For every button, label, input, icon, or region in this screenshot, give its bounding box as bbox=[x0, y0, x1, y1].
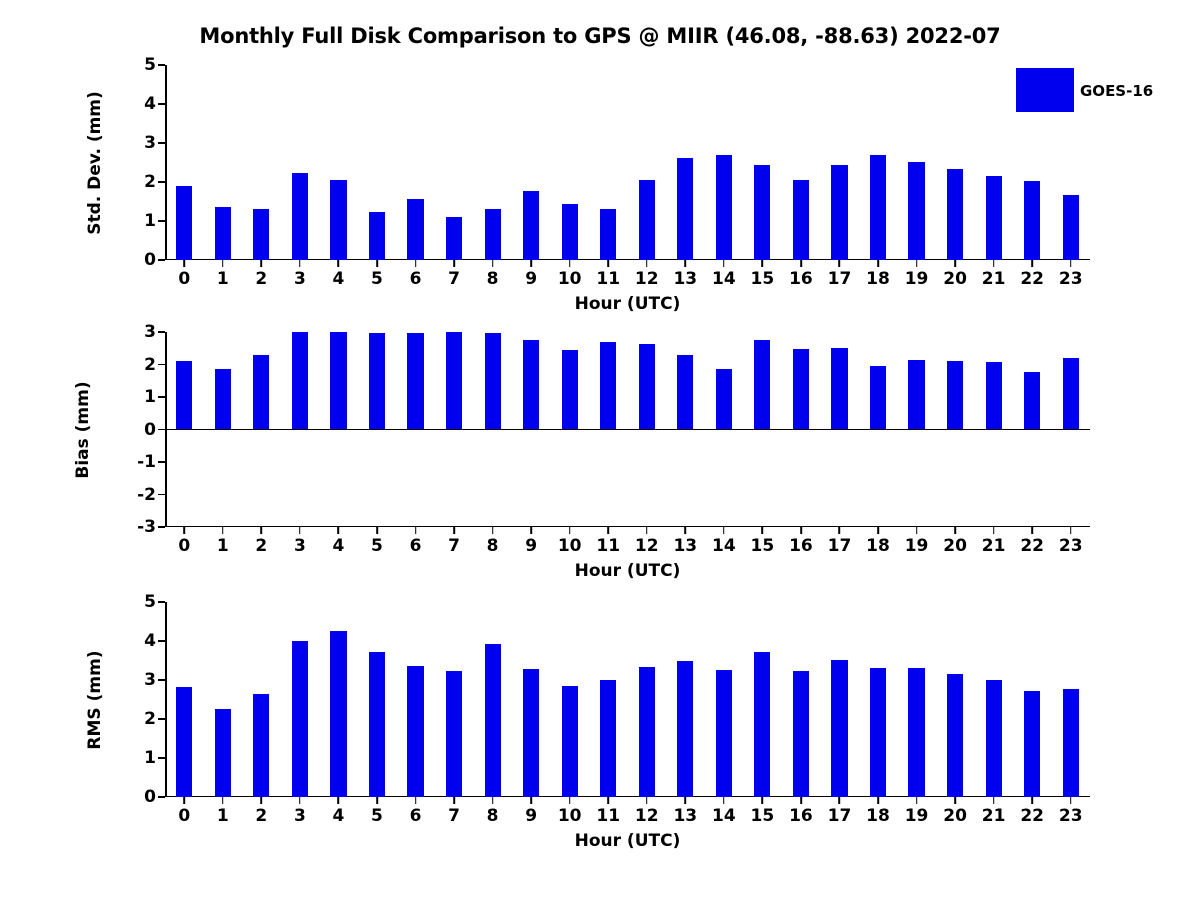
bar bbox=[831, 165, 847, 260]
x-tick-label: 17 bbox=[827, 806, 852, 826]
y-tick-label: 5 bbox=[144, 55, 156, 75]
x-tick-label: 15 bbox=[750, 536, 775, 556]
x-tick-mark bbox=[839, 527, 841, 534]
y-tick-mark bbox=[158, 181, 165, 183]
x-tick-mark bbox=[954, 797, 956, 804]
bar bbox=[253, 694, 269, 797]
bar bbox=[446, 671, 462, 797]
x-tick-mark bbox=[877, 527, 879, 534]
bar bbox=[215, 207, 231, 260]
y-tick-mark bbox=[158, 601, 165, 603]
x-tick-label: 18 bbox=[866, 806, 890, 826]
bar bbox=[1024, 181, 1040, 260]
bar bbox=[677, 355, 693, 429]
bar bbox=[176, 186, 192, 260]
y-tick-label: 0 bbox=[144, 250, 156, 270]
bar bbox=[1063, 195, 1079, 260]
y-tick-label: 2 bbox=[144, 709, 156, 729]
x-tick-label: 4 bbox=[332, 269, 345, 289]
bar bbox=[292, 173, 308, 260]
x-tick-mark bbox=[222, 527, 224, 534]
x-tick-label: 0 bbox=[178, 806, 191, 826]
x-tick-label: 0 bbox=[178, 269, 191, 289]
x-tick-mark bbox=[762, 797, 764, 804]
bar bbox=[600, 342, 616, 429]
bar bbox=[446, 332, 462, 430]
x-tick-mark bbox=[222, 260, 224, 267]
x-tick-mark bbox=[338, 527, 340, 534]
y-tick-label: 3 bbox=[144, 670, 156, 690]
x-tick-mark bbox=[646, 797, 648, 804]
bar bbox=[523, 340, 539, 430]
x-tick-label: 5 bbox=[371, 806, 383, 826]
bar bbox=[523, 191, 539, 260]
panel-rms bbox=[85, 592, 1090, 851]
x-tick-label: 21 bbox=[981, 806, 1006, 826]
y-tick-label: 0 bbox=[144, 419, 156, 440]
x-tick-label: 13 bbox=[673, 536, 698, 556]
x-tick-label: 18 bbox=[866, 536, 890, 556]
x-tick-mark bbox=[1031, 260, 1033, 267]
x-tick-mark bbox=[569, 527, 571, 534]
bar bbox=[1024, 691, 1040, 797]
y-tick-label: 2 bbox=[144, 172, 156, 192]
bar bbox=[639, 667, 655, 797]
x-tick-mark bbox=[338, 260, 340, 267]
x-tick-label: 19 bbox=[904, 806, 929, 826]
y-tick-mark bbox=[158, 494, 165, 496]
bar bbox=[330, 180, 346, 260]
y-axis-label-rms: RMS (mm) bbox=[85, 649, 105, 750]
bar bbox=[870, 366, 886, 430]
bar bbox=[716, 155, 732, 260]
x-tick-mark bbox=[530, 797, 532, 804]
x-tick-mark bbox=[646, 260, 648, 267]
x-tick-mark bbox=[993, 527, 995, 534]
y-tick-mark bbox=[158, 461, 165, 463]
x-tick-mark bbox=[916, 797, 918, 804]
x-tick-label: 3 bbox=[293, 536, 306, 556]
x-tick-label: 9 bbox=[525, 536, 538, 556]
x-tick-mark bbox=[183, 797, 185, 804]
x-tick-label: 22 bbox=[1020, 806, 1045, 826]
zero-baseline bbox=[165, 429, 1090, 431]
bar bbox=[793, 180, 809, 260]
x-tick-label: 11 bbox=[596, 269, 621, 289]
x-tick-label: 19 bbox=[904, 269, 929, 289]
x-tick-mark bbox=[1070, 260, 1072, 267]
bar bbox=[947, 361, 963, 430]
x-tick-mark bbox=[993, 797, 995, 804]
x-tick-mark bbox=[646, 527, 648, 534]
x-tick-label: 10 bbox=[557, 536, 582, 556]
x-tick-mark bbox=[530, 527, 532, 534]
x-tick-label: 0 bbox=[178, 536, 191, 556]
bar bbox=[485, 333, 501, 430]
x-tick-label: 23 bbox=[1058, 536, 1083, 556]
y-tick-mark bbox=[158, 640, 165, 642]
x-tick-label: 4 bbox=[332, 806, 345, 826]
bar bbox=[407, 199, 423, 260]
x-tick-mark bbox=[1070, 527, 1072, 534]
bars-rms bbox=[165, 602, 1090, 797]
y-tick-mark bbox=[158, 331, 165, 333]
bar bbox=[870, 155, 886, 260]
x-tick-mark bbox=[1070, 797, 1072, 804]
bar bbox=[754, 165, 770, 260]
x-tick-mark bbox=[261, 260, 263, 267]
bar bbox=[793, 671, 809, 797]
bar bbox=[639, 180, 655, 260]
x-tick-mark bbox=[376, 527, 378, 534]
x-tick-mark bbox=[916, 527, 918, 534]
x-tick-label: 14 bbox=[712, 269, 736, 289]
panel-bias bbox=[73, 322, 1090, 581]
bar bbox=[369, 212, 385, 260]
x-tick-label: 18 bbox=[866, 269, 890, 289]
x-tick-mark bbox=[299, 797, 301, 804]
bar bbox=[176, 361, 192, 429]
x-tick-label: 8 bbox=[486, 806, 499, 826]
x-axis-label-rms: Hour (UTC) bbox=[574, 831, 681, 851]
bar bbox=[330, 631, 346, 797]
y-tick-mark bbox=[158, 259, 165, 261]
x-tick-label: 7 bbox=[448, 269, 460, 289]
bar bbox=[446, 217, 462, 260]
bar bbox=[292, 332, 308, 430]
x-tick-mark bbox=[607, 527, 609, 534]
x-tick-label: 20 bbox=[943, 536, 967, 556]
x-tick-mark bbox=[569, 797, 571, 804]
x-tick-label: 8 bbox=[486, 269, 499, 289]
x-tick-mark bbox=[415, 527, 417, 534]
x-tick-label: 6 bbox=[409, 269, 422, 289]
bar bbox=[986, 176, 1002, 260]
y-tick-label: 4 bbox=[144, 94, 156, 114]
y-tick-label: -3 bbox=[137, 517, 156, 537]
bar bbox=[600, 209, 616, 260]
bars-std-dev bbox=[165, 65, 1090, 260]
x-axis-label-bias: Hour (UTC) bbox=[574, 561, 681, 581]
x-tick-label: 8 bbox=[486, 536, 499, 556]
x-tick-label: 6 bbox=[409, 536, 422, 556]
x-tick-label: 9 bbox=[525, 269, 538, 289]
y-tick-mark bbox=[158, 220, 165, 222]
x-tick-mark bbox=[183, 527, 185, 534]
bar bbox=[947, 169, 963, 260]
bar bbox=[908, 162, 924, 260]
x-tick-label: 3 bbox=[293, 269, 306, 289]
x-tick-label: 2 bbox=[255, 536, 268, 556]
x-tick-label: 15 bbox=[750, 806, 775, 826]
x-tick-mark bbox=[453, 797, 455, 804]
x-tick-mark bbox=[453, 527, 455, 534]
x-tick-label: 1 bbox=[216, 536, 229, 556]
legend-swatch-goes16 bbox=[1016, 68, 1074, 112]
bar bbox=[831, 348, 847, 430]
x-tick-mark bbox=[685, 527, 687, 534]
y-tick-label: 3 bbox=[144, 133, 156, 153]
x-tick-label: 3 bbox=[293, 806, 306, 826]
y-tick-mark bbox=[158, 364, 165, 366]
bar bbox=[908, 668, 924, 797]
x-tick-label: 16 bbox=[789, 536, 813, 556]
bar bbox=[793, 349, 809, 430]
x-tick-label: 2 bbox=[255, 269, 268, 289]
x-tick-mark bbox=[685, 260, 687, 267]
x-tick-mark bbox=[723, 260, 725, 267]
x-tick-mark bbox=[954, 260, 956, 267]
bar bbox=[369, 652, 385, 797]
x-tick-label: 11 bbox=[596, 536, 621, 556]
bar bbox=[986, 680, 1002, 797]
x-tick-label: 23 bbox=[1058, 269, 1083, 289]
x-tick-mark bbox=[800, 527, 802, 534]
x-tick-mark bbox=[762, 527, 764, 534]
x-tick-mark bbox=[299, 527, 301, 534]
bar bbox=[485, 209, 501, 260]
y-tick-label: 3 bbox=[144, 322, 156, 342]
x-tick-mark bbox=[685, 797, 687, 804]
x-tick-mark bbox=[800, 260, 802, 267]
x-tick-mark bbox=[492, 527, 494, 534]
y-axis-label-bias: Bias (mm) bbox=[73, 380, 93, 479]
bar bbox=[677, 158, 693, 260]
x-tick-label: 23 bbox=[1058, 806, 1083, 826]
x-tick-label: 4 bbox=[332, 536, 345, 556]
y-tick-label: 1 bbox=[144, 748, 156, 768]
x-tick-label: 7 bbox=[448, 806, 460, 826]
y-tick-mark bbox=[158, 757, 165, 759]
bar bbox=[831, 660, 847, 797]
x-tick-label: 22 bbox=[1020, 536, 1045, 556]
x-tick-label: 10 bbox=[557, 806, 582, 826]
x-tick-label: 12 bbox=[634, 536, 659, 556]
x-tick-mark bbox=[492, 260, 494, 267]
bar bbox=[523, 669, 539, 797]
panel-std-dev bbox=[85, 55, 1090, 314]
bar bbox=[562, 204, 578, 260]
y-tick-label: 4 bbox=[144, 631, 156, 651]
y-tick-label: -1 bbox=[137, 452, 156, 472]
x-tick-mark bbox=[530, 260, 532, 267]
bar bbox=[292, 641, 308, 797]
x-tick-label: 17 bbox=[827, 269, 852, 289]
x-tick-label: 20 bbox=[943, 806, 967, 826]
x-tick-mark bbox=[376, 797, 378, 804]
x-tick-label: 21 bbox=[981, 269, 1006, 289]
x-tick-mark bbox=[839, 260, 841, 267]
bar bbox=[562, 686, 578, 797]
x-tick-label: 20 bbox=[943, 269, 967, 289]
y-tick-label: 1 bbox=[144, 211, 156, 231]
x-tick-mark bbox=[569, 260, 571, 267]
bar bbox=[1063, 689, 1079, 797]
x-tick-mark bbox=[261, 527, 263, 534]
x-tick-mark bbox=[839, 797, 841, 804]
x-tick-mark bbox=[916, 260, 918, 267]
x-tick-label: 9 bbox=[525, 806, 538, 826]
bar bbox=[754, 340, 770, 429]
x-tick-label: 17 bbox=[827, 536, 852, 556]
x-tick-mark bbox=[762, 260, 764, 267]
x-tick-mark bbox=[492, 797, 494, 804]
page-title: Monthly Full Disk Comparison to GPS @ MIIR (46.08, -88.63) 2022-07 bbox=[199, 24, 1001, 48]
x-tick-label: 10 bbox=[557, 269, 582, 289]
bar bbox=[677, 661, 693, 798]
x-tick-label: 16 bbox=[789, 806, 813, 826]
x-tick-mark bbox=[723, 527, 725, 534]
x-tick-mark bbox=[338, 797, 340, 804]
x-tick-label: 12 bbox=[634, 269, 659, 289]
bar bbox=[1063, 358, 1079, 430]
x-tick-mark bbox=[453, 260, 455, 267]
x-tick-mark bbox=[1031, 527, 1033, 534]
y-tick-mark bbox=[158, 429, 165, 431]
bar bbox=[215, 709, 231, 797]
bar bbox=[407, 333, 423, 429]
bar bbox=[600, 680, 616, 797]
x-tick-mark bbox=[954, 527, 956, 534]
y-tick-mark bbox=[158, 526, 165, 528]
x-tick-mark bbox=[800, 797, 802, 804]
x-tick-label: 2 bbox=[255, 806, 268, 826]
x-tick-mark bbox=[877, 797, 879, 804]
bar bbox=[176, 687, 192, 797]
y-tick-mark bbox=[158, 796, 165, 798]
bar bbox=[562, 350, 578, 430]
x-tick-mark bbox=[877, 260, 879, 267]
x-tick-label: 14 bbox=[712, 536, 736, 556]
x-tick-mark bbox=[376, 260, 378, 267]
y-tick-label: 5 bbox=[144, 592, 156, 612]
bar bbox=[716, 670, 732, 797]
x-tick-label: 14 bbox=[712, 806, 736, 826]
y-tick-label: 1 bbox=[144, 387, 156, 407]
y-tick-label: 2 bbox=[144, 354, 156, 375]
x-tick-label: 13 bbox=[673, 806, 698, 826]
bar bbox=[215, 369, 231, 430]
x-tick-label: 13 bbox=[673, 269, 698, 289]
x-tick-mark bbox=[261, 797, 263, 804]
y-tick-mark bbox=[158, 718, 165, 720]
x-tick-mark bbox=[607, 797, 609, 804]
bar bbox=[253, 355, 269, 430]
bar bbox=[754, 652, 770, 797]
y-tick-mark bbox=[158, 396, 165, 398]
x-tick-label: 11 bbox=[596, 806, 621, 826]
y-tick-mark bbox=[158, 64, 165, 66]
x-axis-label-std-dev: Hour (UTC) bbox=[574, 294, 681, 314]
bar bbox=[947, 674, 963, 797]
bar bbox=[870, 668, 886, 797]
x-tick-mark bbox=[993, 260, 995, 267]
y-tick-mark bbox=[158, 103, 165, 105]
y-tick-mark bbox=[158, 679, 165, 681]
x-tick-mark bbox=[415, 260, 417, 267]
x-tick-label: 12 bbox=[634, 806, 659, 826]
x-tick-label: 5 bbox=[371, 269, 383, 289]
bar bbox=[639, 344, 655, 429]
bar bbox=[407, 666, 423, 797]
bar bbox=[986, 362, 1002, 430]
x-tick-label: 21 bbox=[981, 536, 1006, 556]
x-tick-label: 1 bbox=[216, 269, 229, 289]
bar bbox=[485, 644, 501, 797]
bar bbox=[716, 369, 732, 429]
bar bbox=[369, 333, 385, 430]
x-tick-mark bbox=[222, 797, 224, 804]
y-tick-label: -2 bbox=[137, 484, 156, 505]
x-tick-mark bbox=[299, 260, 301, 267]
x-tick-label: 5 bbox=[371, 536, 383, 556]
x-tick-label: 6 bbox=[409, 806, 422, 826]
x-tick-mark bbox=[1031, 797, 1033, 804]
x-tick-label: 7 bbox=[448, 536, 460, 556]
x-tick-label: 15 bbox=[750, 269, 775, 289]
x-tick-label: 1 bbox=[216, 806, 229, 826]
y-tick-label: 0 bbox=[144, 787, 156, 807]
x-tick-label: 22 bbox=[1020, 269, 1045, 289]
x-tick-mark bbox=[723, 797, 725, 804]
y-tick-mark bbox=[158, 142, 165, 144]
legend-label-goes16: GOES-16 bbox=[1080, 82, 1154, 100]
x-tick-label: 16 bbox=[789, 269, 813, 289]
bar bbox=[330, 332, 346, 430]
bar bbox=[1024, 372, 1040, 430]
x-tick-label: 19 bbox=[904, 536, 929, 556]
bar bbox=[908, 360, 924, 430]
x-tick-mark bbox=[183, 260, 185, 267]
y-axis-label-std-dev: Std. Dev. (mm) bbox=[85, 90, 105, 235]
x-tick-mark bbox=[607, 260, 609, 267]
bar bbox=[253, 209, 269, 260]
x-tick-mark bbox=[415, 797, 417, 804]
